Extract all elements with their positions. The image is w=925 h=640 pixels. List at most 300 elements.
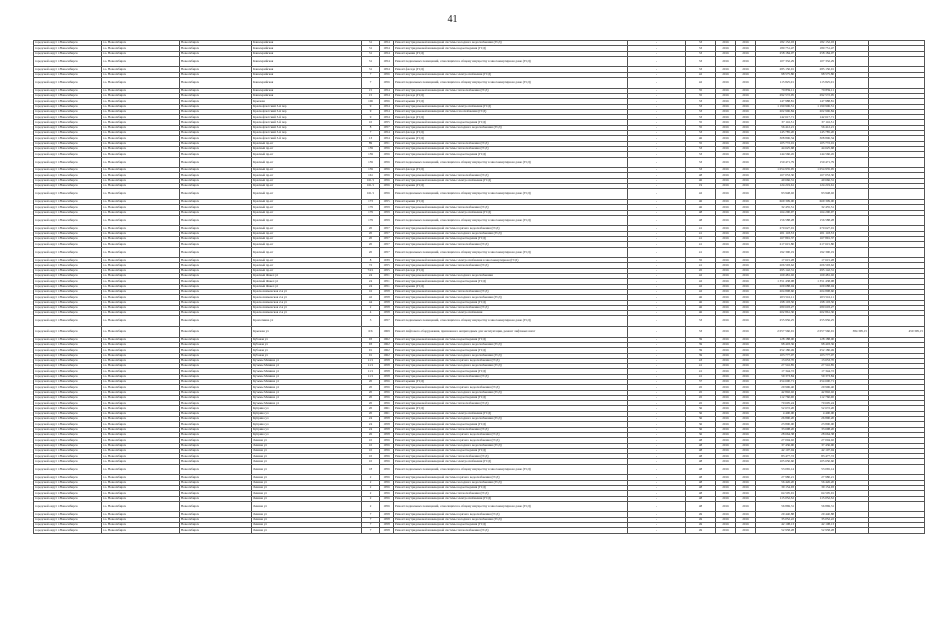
table-cell-c9: 48: [686, 438, 716, 443]
table-cell-c1: городской округ г.Новосибирск: [34, 210, 102, 215]
table-cell-c6: 1957: [380, 316, 394, 327]
table-cell-c8: -: [628, 348, 686, 353]
table-cell-c2: г.о. Новосибирск: [102, 443, 180, 448]
table-cell-c6: 1956: [380, 178, 394, 183]
table-cell-c2: г.о. Новосибирск: [102, 496, 180, 501]
table-cell-c12: 254 600,71: [756, 380, 796, 385]
table-cell-c11: 2016: [736, 199, 756, 204]
table-cell-c11: 2016: [736, 258, 756, 263]
table-cell-c1: городской округ г.Новосибирск: [34, 364, 102, 369]
table-cell-c5: 20: [362, 242, 380, 247]
table-cell-c5: 159: [362, 146, 380, 151]
table-cell-c8: -: [628, 295, 686, 300]
table-cell-c3: Новосибирск: [180, 210, 252, 215]
table-cell-c12: 42 108,13: [756, 523, 796, 528]
table-cell-c12: 103 777,07: [756, 353, 796, 358]
table-cell-c11: 2016: [736, 67, 756, 72]
table-cell-c4: Красный пр-кт: [252, 231, 362, 236]
table-cell-c10: 2016: [716, 136, 736, 141]
table-cell-c4: Красный пр-кт: [252, 173, 362, 178]
table-cell-c11: 2016: [736, 337, 756, 342]
table-cell-c1: городской округ г.Новосибирск: [34, 427, 102, 432]
table-cell-c5: 42: [362, 295, 380, 300]
table-cell-c7: Ремонт подвальных помещений, относящихся к общему имуществу в многоквартирном доме (ГСД): [394, 157, 628, 168]
table-cell-c15: [869, 215, 925, 226]
table-cell-c1: городской округ г.Новосибирск: [34, 406, 102, 411]
table-cell-c2: г.о. Новосибирск: [102, 342, 180, 347]
table-cell-c3: Новосибирск: [180, 263, 252, 268]
table-cell-c8: -: [628, 231, 686, 236]
table-cell-c13: 1 190 906,51: [796, 104, 836, 109]
table-cell-c5: 10: [362, 120, 380, 125]
table-cell-c11: 2016: [736, 427, 756, 432]
table-cell-c8: -: [628, 475, 686, 480]
table-cell-c2: г.о. Новосибирск: [102, 72, 180, 77]
table-cell-c10: 2016: [716, 72, 736, 77]
table-cell-c1: городской округ г.Новосибирск: [34, 120, 102, 125]
table-cell-c2: г.о. Новосибирск: [102, 115, 180, 120]
table-cell-c11: 2016: [736, 523, 756, 528]
table-cell-c6: 1957: [380, 125, 394, 130]
table-cell-c1: городской округ г.Новосибирск: [34, 295, 102, 300]
table-cell-c13: 167 053,30: [796, 173, 836, 178]
table-cell-c5: 179: [362, 205, 380, 210]
table-cell-c12: 1 190 906,51: [756, 104, 796, 109]
table-cell-c5: 161/1: [362, 178, 380, 183]
table-cell-c13: 4 400,00: [796, 411, 836, 416]
table-cell-c3: Новосибирск: [180, 284, 252, 289]
table-cell-c9: 39: [686, 348, 716, 353]
table-cell-c7: Ремонт внутридомовой инженерной системы электроснабжения (ГСД): [394, 459, 628, 464]
table-cell-c11: 2016: [736, 104, 756, 109]
table-cell-c9: 33: [686, 115, 716, 120]
table-cell-c7: Ремонт внутридомовой инженерной системы холодного водоснабжения (ГСД): [394, 342, 628, 347]
table-cell-c13: 144 560,45: [796, 152, 836, 157]
table-cell-c12: 255 956,25: [756, 316, 796, 327]
table-cell-c12: 169 481,02: [756, 274, 796, 279]
table-cell-c12: 280 603,27: [756, 305, 796, 310]
table-cell-c11: 2016: [736, 401, 756, 406]
table-cell-c8: -: [628, 178, 686, 183]
table-cell-c11: 2016: [736, 146, 756, 151]
table-cell-c6: 1958: [380, 369, 394, 374]
table-cell-c11: 2016: [736, 443, 756, 448]
table-cell-c8: -: [628, 395, 686, 400]
table-cell-c4: Кубовая ул: [252, 337, 362, 342]
table-cell-c9: 43: [686, 358, 716, 363]
table-cell-c4: Красный пр-кт: [252, 210, 362, 215]
table-cell-c11: 2016: [736, 342, 756, 347]
table-cell-c4: Краснознаменская 2-я ул: [252, 305, 362, 310]
table-cell-c11: 2016: [736, 512, 756, 517]
table-cell-c5: 8: [362, 258, 380, 263]
table-cell-c10: 2016: [716, 380, 736, 385]
table-cell-c10: 2016: [716, 401, 736, 406]
table-cell-c12: 164 290,97: [756, 210, 796, 215]
table-cell-c4: Красный пр-кт: [252, 184, 362, 189]
table-cell-c14: [836, 316, 869, 327]
table-cell-c8: -: [628, 305, 686, 310]
table-cell-c11: 2016: [736, 189, 756, 200]
table-cell-c9: 48: [686, 215, 716, 226]
table-cell-c4: Краснофлотский 3-й пер: [252, 120, 362, 125]
table-cell-c2: г.о. Новосибирск: [102, 438, 180, 443]
table-cell-c13: 201 118,53: [796, 231, 836, 236]
table-cell-c5: 20: [362, 395, 380, 400]
table-cell-c7: Ремонт внутридомовой инженерной системы горячего водоснабжения (ГСД): [394, 432, 628, 437]
table-cell-c1: городской округ г.Новосибирск: [34, 316, 102, 327]
table-cell-c6: 1958: [380, 311, 394, 316]
table-cell-c8: -: [628, 46, 686, 51]
table-cell-c9: 46: [686, 295, 716, 300]
table-cell-c11: 2016: [736, 205, 756, 210]
table-cell-c6: 1957: [380, 236, 394, 241]
table-cell-c4: Кузьмы Минина ул: [252, 364, 362, 369]
table-cell-c8: -: [628, 125, 686, 130]
table-cell-c2: г.о. Новосибирск: [102, 464, 180, 475]
table-cell-c10: 2016: [716, 491, 736, 496]
table-cell-c12: 27 004,02: [756, 438, 796, 443]
table-cell-c9: 42: [686, 274, 716, 279]
table-cell-c5: 31: [362, 41, 380, 46]
table-cell-c4: Кавалерийская: [252, 78, 362, 89]
table-row: [34, 528, 925, 533]
table-cell-c11: 2016: [736, 475, 756, 480]
table-cell-c5: 7: [362, 78, 380, 89]
table-cell-c6: 1957: [380, 226, 394, 231]
table-cell-c8: -: [628, 215, 686, 226]
table-cell-c5: 20: [362, 401, 380, 406]
table-cell-c12: 142 617,71: [756, 115, 796, 120]
table-cell-c8: -: [628, 41, 686, 46]
table-cell-c13: 203 516,11: [796, 295, 836, 300]
table-cell-c15: [869, 316, 925, 327]
table-cell-c5: 16: [362, 289, 380, 294]
table-cell-c9: 36: [686, 427, 716, 432]
table-cell-c8: -: [628, 443, 686, 448]
table-cell-c10: 2016: [716, 263, 736, 268]
table-cell-c8: -: [628, 258, 686, 263]
table-cell-c3: Новосибирск: [180, 342, 252, 347]
table-cell-c3: Новосибирск: [180, 93, 252, 98]
table-cell-c12: 107 332,29: [756, 56, 796, 67]
table-cell-c3: Новосибирск: [180, 226, 252, 231]
table-cell-c5: 20: [362, 406, 380, 411]
repair-program-table: [33, 40, 925, 534]
table-cell-c3: Новосибирск: [180, 215, 252, 226]
table-cell-c12: 53 065,14: [756, 464, 796, 475]
table-cell-c3: Новосибирск: [180, 432, 252, 437]
table-cell-c15: [869, 501, 925, 512]
table-cell-c1: городской округ г.Новосибирск: [34, 258, 102, 263]
table-cell-c8: -: [628, 523, 686, 528]
table-cell-c12: 23 800,00: [756, 422, 796, 427]
table-cell-c9: 41: [686, 247, 716, 258]
table-cell-c13: 202 861,30: [796, 311, 836, 316]
table-cell-c6: 1954: [380, 131, 394, 136]
table-cell-c4: Краснофлотский 3-й пер: [252, 109, 362, 114]
table-cell-c13: 2 057 560,91: [796, 327, 836, 338]
table-cell-c2: г.о. Новосибирск: [102, 327, 180, 338]
table-cell-c2: г.о. Новосибирск: [102, 353, 180, 358]
table-cell-c13: 27 980,21: [796, 475, 836, 480]
table-cell-c4: Кавалерийская: [252, 51, 362, 56]
table-cell-c8: -: [628, 51, 686, 56]
table-cell-c3: Новосибирск: [180, 125, 252, 130]
table-cell-c3: Новосибирск: [180, 496, 252, 501]
table-cell-c10: 2016: [716, 41, 736, 46]
table-cell-c6: 1958: [380, 358, 394, 363]
table-cell-c1: городской округ г.Новосибирск: [34, 528, 102, 533]
table-cell-c2: г.о. Новосибирск: [102, 215, 180, 226]
table-cell-c6: 1958: [380, 427, 394, 432]
table-cell-c5: 7: [362, 72, 380, 77]
table-cell-c6: 1958: [380, 305, 394, 310]
table-cell-c1: городской округ г.Новосибирск: [34, 327, 102, 338]
table-cell-c3: Новосибирск: [180, 99, 252, 104]
table-cell-c8: -: [628, 226, 686, 231]
table-cell-c12: 204 898,60: [756, 289, 796, 294]
table-cell-c8: -: [628, 427, 686, 432]
table-cell-c13: 164 290,97: [796, 210, 836, 215]
table-cell-c11: 2016: [736, 395, 756, 400]
table-cell-c3: Новосибирск: [180, 168, 252, 173]
repair-program-table-container: [33, 40, 923, 534]
table-cell-c6: 1957: [380, 231, 394, 236]
table-cell-c13: 292 572,95: [796, 93, 836, 98]
table-row: [34, 316, 925, 327]
table-cell-c7: Ремонт крыши (ГСД): [394, 51, 628, 56]
table-cell-c7: Ремонт крыши (ГСД): [394, 184, 628, 189]
table-cell-c7: Ремонт внутридомовой инженерной системы горячего водоснабжения (ГСД): [394, 475, 628, 480]
table-cell-c7: Ремонт подвальных помещений, относящихся к общему имуществу в многоквартирном доме (ГСД): [394, 56, 628, 67]
table-cell-c12: 252 180,49: [756, 348, 796, 353]
table-cell-c1: городской округ г.Новосибирск: [34, 263, 102, 268]
table-cell-c2: г.о. Новосибирск: [102, 480, 180, 485]
table-cell-c4: Кубовая ул: [252, 348, 362, 353]
table-cell-c5: 9: [362, 115, 380, 120]
table-cell-c5: 6/6: [362, 327, 380, 338]
table-cell-c1: городской округ г.Новосибирск: [34, 289, 102, 294]
table-cell-c11: 2016: [736, 78, 756, 89]
table-cell-c7: Ремонт внутридомовой инженерной системы холодного водоснабжения (ГСД): [394, 417, 628, 422]
table-cell-c1: городской округ г.Новосибирск: [34, 512, 102, 517]
table-cell-c15: [869, 189, 925, 200]
table-cell-c8: -: [628, 88, 686, 93]
table-cell-c10: 2016: [716, 141, 736, 146]
table-cell-c6: 1956: [380, 459, 394, 464]
table-cell-c7: Ремонт внутридомовой инженерной системы электроснабжения: [394, 311, 628, 316]
table-cell-c5: 11/1: [362, 369, 380, 374]
table-cell-c11: 2016: [736, 417, 756, 422]
table-cell-c1: городской округ г.Новосибирск: [34, 226, 102, 231]
table-cell-c13: 124 219,61: [796, 184, 836, 189]
table-cell-c12: 59 373,84: [756, 374, 796, 379]
table-cell-c12: 17 344,72: [756, 369, 796, 374]
table-cell-c3: Новосибирск: [180, 401, 252, 406]
table-cell-c3: Новосибирск: [180, 189, 252, 200]
table-cell-c10: 2016: [716, 316, 736, 327]
table-cell-c5: 4: [362, 311, 380, 316]
table-cell-c14: [836, 501, 869, 512]
table-cell-c11: 2016: [736, 311, 756, 316]
table-cell-c13: 169 481,02: [796, 274, 836, 279]
table-cell-c1: городской округ г.Новосибирск: [34, 189, 102, 200]
table-cell-c7: Ремонт внутридомовой инженерной системы водоотведения (ГСД): [394, 337, 628, 342]
table-cell-c6: 1956: [380, 448, 394, 453]
table-cell-c5: 24: [362, 284, 380, 289]
table-cell-c10: 2016: [716, 300, 736, 305]
table-cell-c7: Ремонт внутридомовой инженерной системы горячего водоснабжения (ГСД): [394, 512, 628, 517]
table-cell-c10: 2016: [716, 369, 736, 374]
table-cell-c1: городской округ г.Новосибирск: [34, 173, 102, 178]
table-cell-c10: 2016: [716, 268, 736, 273]
table-cell-c3: Новосибирск: [180, 178, 252, 183]
table-cell-c3: Новосибирск: [180, 115, 252, 120]
table-cell-c5: 9: [362, 104, 380, 109]
table-cell-c2: г.о. Новосибирск: [102, 168, 180, 173]
table-cell-c4: Кропоткина ул: [252, 316, 362, 327]
table-cell-c1: городской округ г.Новосибирск: [34, 501, 102, 512]
table-cell-c9: 33: [686, 99, 716, 104]
table-cell-c3: Новосибирск: [180, 72, 252, 77]
table-cell-c2: г.о. Новосибирск: [102, 311, 180, 316]
table-cell-c5: 24: [362, 274, 380, 279]
table-cell-c4: Ленина ул: [252, 517, 362, 522]
table-cell-c10: 2016: [716, 496, 736, 501]
table-cell-c8: -: [628, 454, 686, 459]
table-cell-c2: г.о. Новосибирск: [102, 459, 180, 464]
table-cell-c12: 29 996,40: [756, 385, 796, 390]
table-cell-c1: городской округ г.Новосибирск: [34, 300, 102, 305]
table-cell-c6: 1962: [380, 337, 394, 342]
table-cell-c2: г.о. Новосибирск: [102, 427, 180, 432]
table-cell-c13: 206 593,62: [796, 263, 836, 268]
table-cell-c7: Ремонт внутридомовой инженерной системы горячего водоснабжения (ГСД): [394, 438, 628, 443]
table-cell-c5: 161: [362, 173, 380, 178]
table-cell-c9: 33: [686, 41, 716, 46]
table-cell-c5: 15: [362, 88, 380, 93]
table-cell-c7: Ремонт подвальных помещений, относящихся к общему имуществу в многоквартирном доме (ГСД): [394, 215, 628, 226]
table-cell-c12: 2 057 560,91: [756, 327, 796, 338]
table-cell-c1: городской округ г.Новосибирск: [34, 236, 102, 241]
table-cell-c9: 35: [686, 88, 716, 93]
table-cell-c5: 11/1: [362, 358, 380, 363]
table-cell-c7: Ремонт внутридомовой инженерной системы водоотведения (ГСД): [394, 46, 628, 51]
table-cell-c11: 2016: [736, 390, 756, 395]
table-cell-c9: 49: [686, 512, 716, 517]
table-cell-c4: Краснознаменская 2-я ул: [252, 295, 362, 300]
table-cell-c1: городской округ г.Новосибирск: [34, 422, 102, 427]
table-cell-c10: 2016: [716, 152, 736, 157]
table-cell-c2: г.о. Новосибирск: [102, 417, 180, 422]
table-row: [34, 247, 925, 258]
table-cell-c10: 2016: [716, 236, 736, 241]
table-cell-c9: 39: [686, 353, 716, 358]
table-cell-c4: Красный пр-кт: [252, 152, 362, 157]
table-cell-c6: 1961: [380, 406, 394, 411]
table-cell-c13: 56 426,20: [796, 480, 836, 485]
table-cell-c10: 2016: [716, 67, 736, 72]
table-cell-c11: 2016: [736, 231, 756, 236]
table-cell-c8: -: [628, 374, 686, 379]
table-cell-c9: 35: [686, 93, 716, 98]
table-cell-c13: 280 603,27: [796, 305, 836, 310]
table-cell-c6: 1957: [380, 242, 394, 247]
table-cell-c7: Ремонт подвальных помещений, относящихся к общему имуществу в многоквартирном доме (ГСД): [394, 464, 628, 475]
table-cell-c8: -: [628, 485, 686, 490]
table-cell-c6: 1958: [380, 300, 394, 305]
table-cell-c1: городской округ г.Новосибирск: [34, 517, 102, 522]
table-cell-c10: 2016: [716, 448, 736, 453]
table-cell-c5: 106: [362, 99, 380, 104]
table-cell-c12: 83 477,72: [756, 454, 796, 459]
table-cell-c10: 2016: [716, 374, 736, 379]
table-cell-c13: 29 440,88: [796, 512, 836, 517]
table-cell-c13: 39 154,93: [796, 485, 836, 490]
table-cell-c8: -: [628, 385, 686, 390]
table-cell-c10: 2016: [716, 242, 736, 247]
table-cell-c13: 56 412,21: [796, 125, 836, 130]
table-cell-c10: 2016: [716, 432, 736, 437]
table-cell-c13: 142 617,71: [796, 115, 836, 120]
table-cell-c7: Ремонт внутридомовой инженерной системы электроснабжения (ГСД): [394, 72, 628, 77]
table-cell-c11: 2016: [736, 385, 756, 390]
table-cell-c1: городской округ г.Новосибирск: [34, 491, 102, 496]
table-cell-c4: Ленина ул: [252, 464, 362, 475]
table-cell-c6: 1959: [380, 210, 394, 215]
table-cell-c9: 49: [686, 523, 716, 528]
table-cell-c12: 156 588,28: [756, 215, 796, 226]
table-cell-c10: 2016: [716, 411, 736, 416]
table-cell-c12: 42 802,02: [756, 390, 796, 395]
table-cell-c10: 2016: [716, 348, 736, 353]
table-cell-c6: 1954: [380, 136, 394, 141]
table-cell-c10: 2016: [716, 417, 736, 422]
table-cell-c10: 2016: [716, 226, 736, 231]
table-cell-c8: -: [628, 517, 686, 522]
table-cell-c10: 2016: [716, 51, 736, 56]
table-cell-c6: 1954: [380, 51, 394, 56]
table-cell-c11: 2016: [736, 51, 756, 56]
table-cell-c7: Ремонт внутридомовой инженерной системы теплоснабжения (ГСД): [394, 374, 628, 379]
table-cell-c11: 2016: [736, 226, 756, 231]
table-cell-c10: 2016: [716, 247, 736, 258]
table-cell-c6: 1939: [380, 258, 394, 263]
table-cell-c12: 202 996,84: [756, 109, 796, 114]
table-cell-c13: 180 751,47: [796, 46, 836, 51]
table-cell-c2: г.о. Новосибирск: [102, 364, 180, 369]
table-cell-c10: 2016: [716, 109, 736, 114]
table-cell-c3: Новосибирск: [180, 88, 252, 93]
table-cell-c7: Ремонт фасада (ГСД): [394, 115, 628, 120]
table-cell-c9: 33: [686, 51, 716, 56]
table-cell-c9: 46: [686, 311, 716, 316]
table-cell-c11: 2016: [736, 99, 756, 104]
table-cell-c8: -: [628, 152, 686, 157]
table-cell-c12: 64 505,91: [756, 491, 796, 496]
table-cell-c4: Краснофлотский 3-й пер: [252, 115, 362, 120]
table-cell-c6: 1958: [380, 364, 394, 369]
table-cell-c12: 98 575,80: [756, 72, 796, 77]
table-cell-c12: 93 948,02: [756, 189, 796, 200]
table-cell-c9: 39: [686, 342, 716, 347]
table-cell-c11: 2016: [736, 120, 756, 125]
table-cell-c2: г.о. Новосибирск: [102, 406, 180, 411]
table-cell-c3: Новосибирск: [180, 448, 252, 453]
table-cell-c2: г.о. Новосибирск: [102, 67, 180, 72]
table-cell-c3: Новосибирск: [180, 528, 252, 533]
